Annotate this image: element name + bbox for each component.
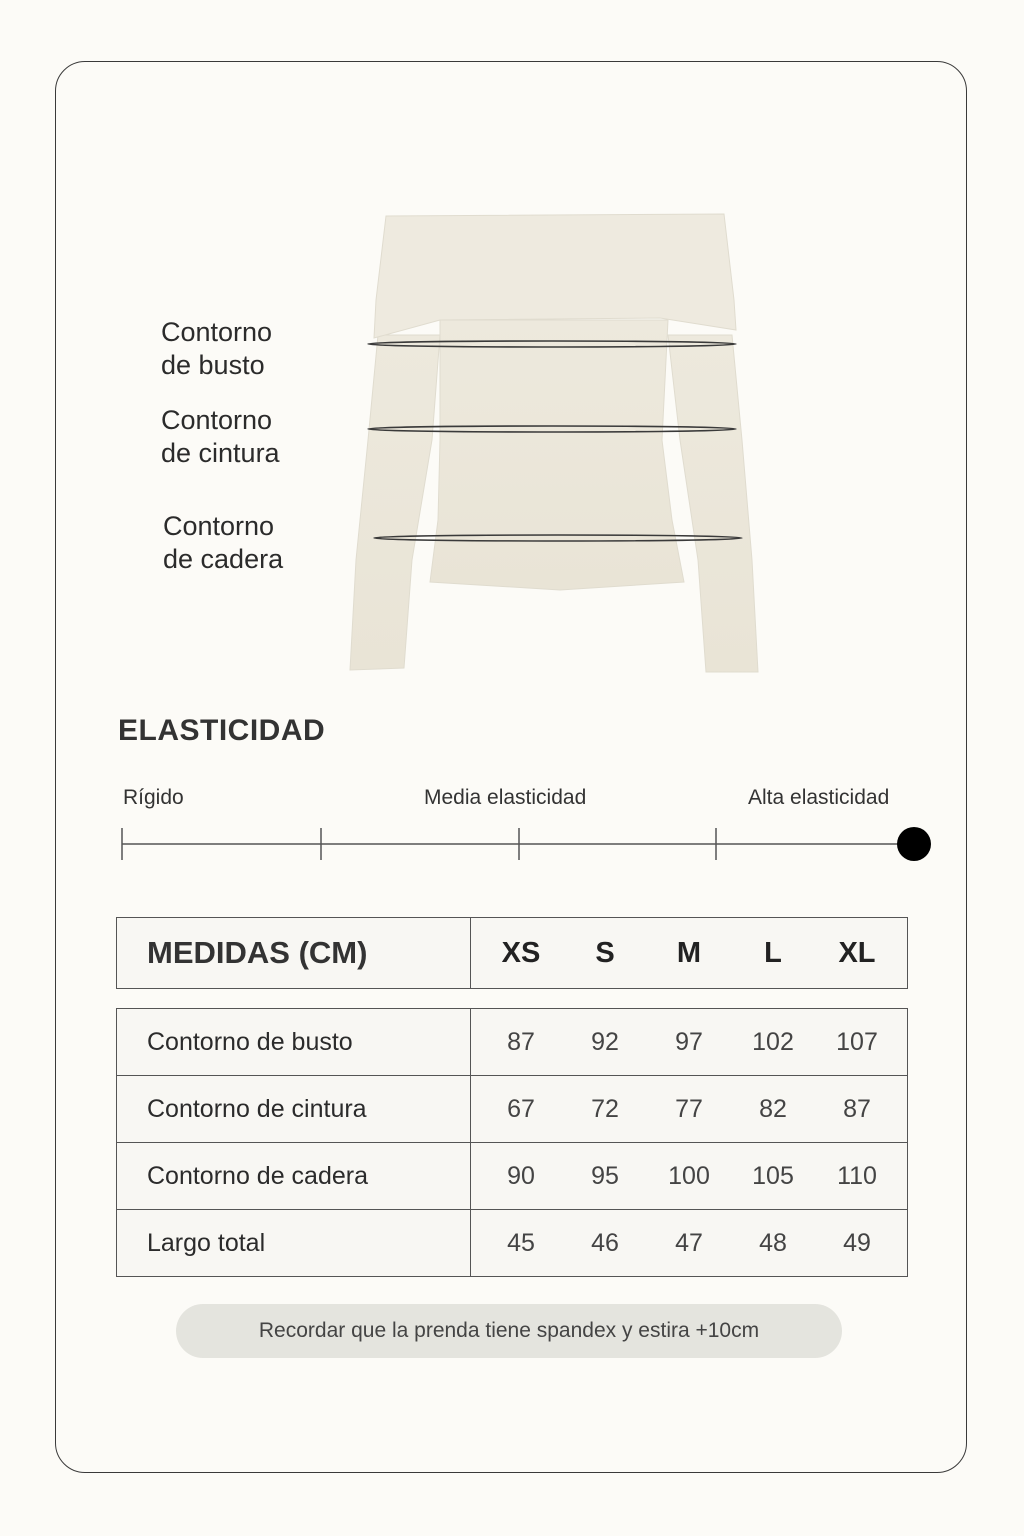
garment-collar: [374, 214, 736, 338]
size-xs: XS: [501, 936, 541, 969]
table-header-label: MEDIDAS (CM): [117, 918, 471, 989]
sizes-header: [116, 917, 908, 989]
elasticity-scale: [0, 820, 1024, 870]
size-s: S: [595, 936, 615, 969]
size-xl: XL: [838, 936, 876, 969]
elasticity-mid-label: Media elasticidad: [424, 786, 587, 809]
elasticity-low-label: Rígido: [123, 786, 184, 809]
table-row: Largo total 45 46 47 48 49: [117, 1210, 908, 1277]
right-sleeve: [668, 335, 758, 672]
table-row: Contorno de cintura 67 72 77 82 87: [117, 1076, 908, 1143]
garment-body: [430, 320, 684, 590]
measurements-table: [116, 1008, 908, 1277]
left-sleeve: [350, 335, 440, 670]
waist-label: Contorno de cintura: [161, 405, 280, 468]
elasticity-marker: [897, 827, 931, 861]
bust-label: Contorno de busto: [161, 317, 273, 380]
elasticity-high-label: Alta elasticidad: [748, 786, 890, 809]
elasticity-title: ELASTICIDAD: [118, 714, 326, 747]
garment-illustration: [0, 0, 1024, 700]
spandex-note: Recordar que la prenda tiene spandex y estira +10cm: [176, 1304, 842, 1358]
table-row: Contorno de cadera 90 95 100 105 110: [117, 1143, 908, 1210]
size-m: M: [676, 936, 702, 969]
size-l: L: [764, 936, 782, 969]
hip-label: Contorno de cadera: [163, 511, 284, 574]
table-row: Contorno de busto 87 92 97 102 107: [117, 1009, 908, 1076]
